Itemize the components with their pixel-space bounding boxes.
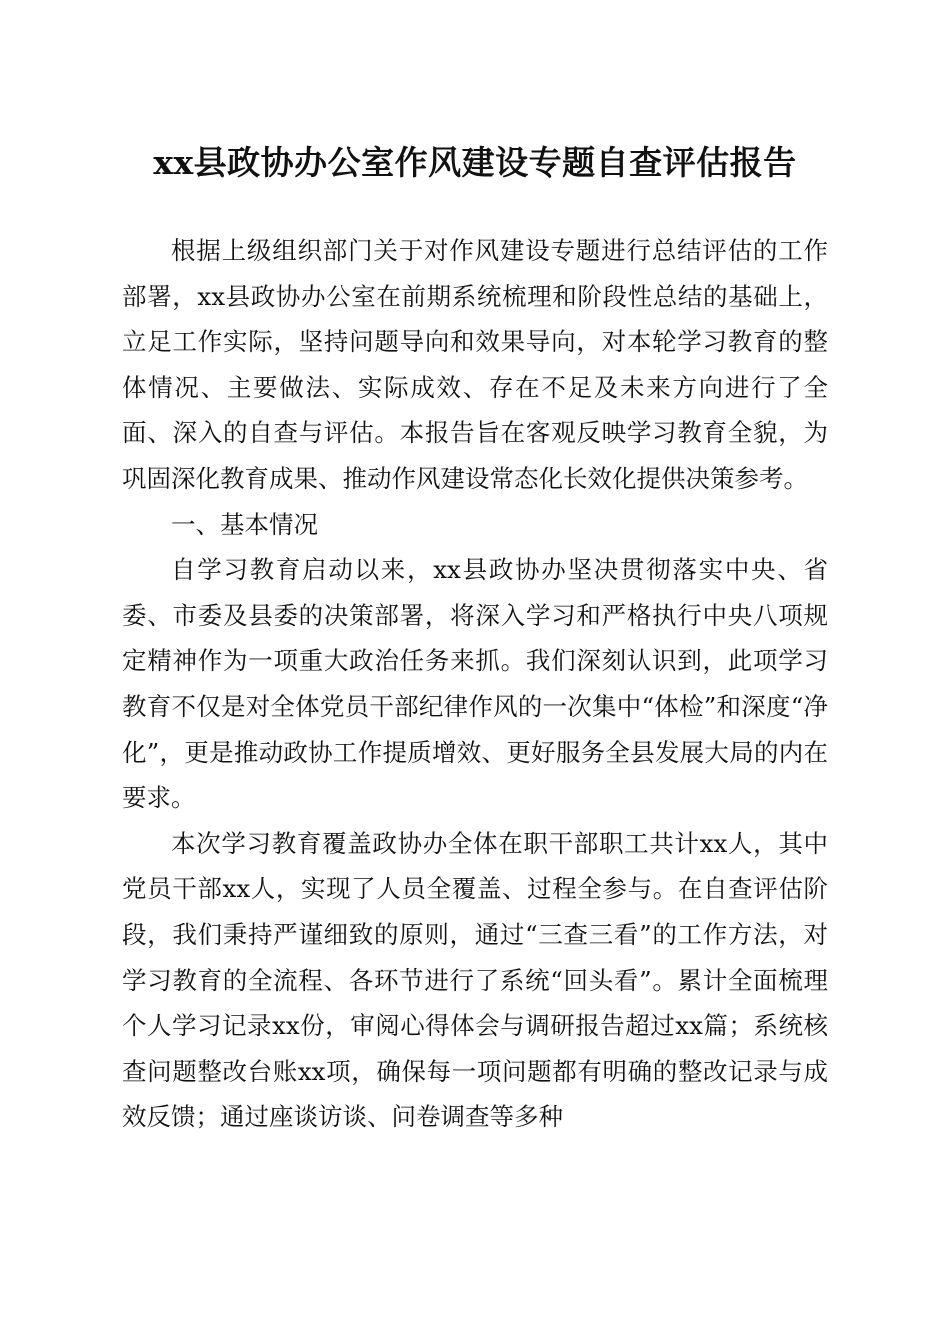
section1-paragraph-2: 本次学习教育覆盖政协办全体在职干部职工共计xx人，其中党员干部xx人，实现了人员全覆盖、过程全参与。在自查评估阶段，我们秉持严谨细致的原则，通过“三查三看”的工作方法，对学习教育的全流程、各环节进行了系统“回头看”。累计全面梳理个人学习记录xx份，审阅心得体会与调研报告超过xx篇；系统核查问题整改台账xx项，确保每一项问题都有明确的整改记录与成效反馈；通过座谈访谈、问卷调查等多种 <box>122 828 828 1132</box>
intro-paragraph: 根据上级组织部门关于对作风建设专题进行总结评估的工作部署，xx县政协办公室在前期系统梳理和阶段性总结的基础上，立足工作实际，坚持问题导向和效果导向，对本轮学习教育的整体情况、主要做法、实际成效、存在不足及未来方向进行了全面、深入的自查与评估。本报告旨在客观反映学习教育全貌，为巩固深化教育成果、推动作风建设常态化长效化提供决策参考。 <box>122 236 828 493</box>
document-body <box>122 228 828 1140</box>
section-heading-basic-situation: 一、基本情况 <box>171 509 318 539</box>
document-title: xx县政协办公室作风建设专题自查评估报告 <box>153 143 797 182</box>
section1-paragraph-1: 自学习教育启动以来，xx县政协办坚决贯彻落实中央、省委、市委及县委的决策部署，将深入学习和严格执行中央八项规定精神作为一项重大政治任务来抓。我们深刻认识到，此项学习教育不仅是对全体党员干部纪律作风的一次集中“体检”和深度“净化”，更是推动政协工作提质增效、更好服务全县发展大局的内在要求。 <box>122 555 828 813</box>
